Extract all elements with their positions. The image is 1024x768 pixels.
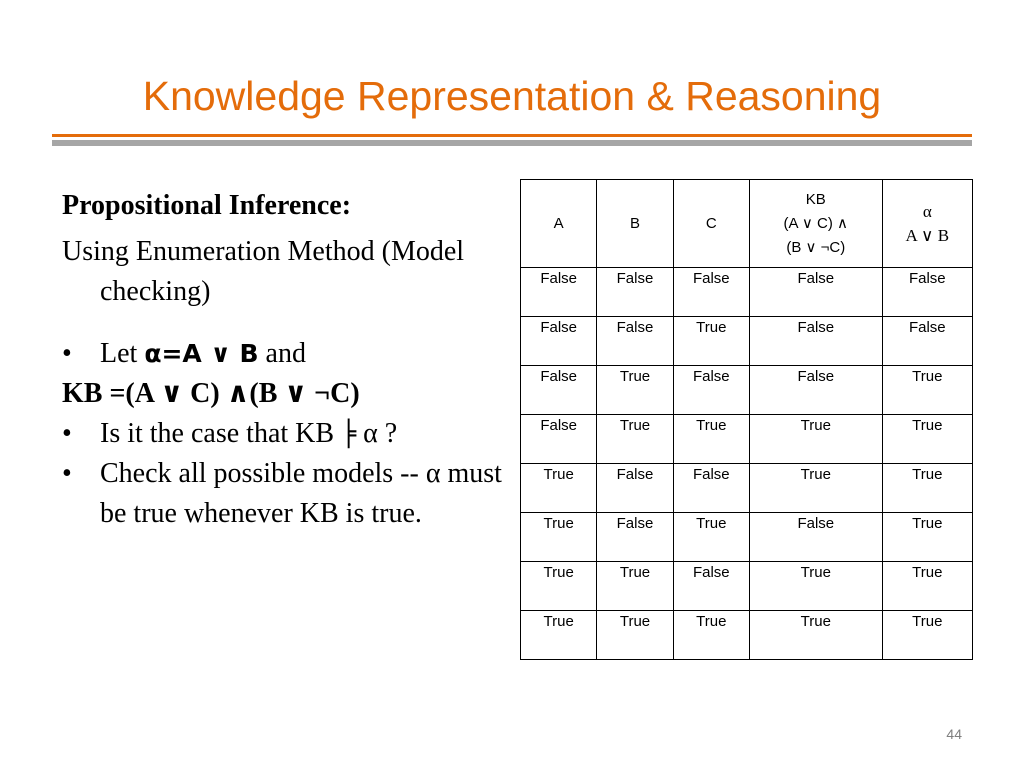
table-row [521,562,973,611]
table-header-row [521,180,973,268]
table-cell: False [597,513,673,562]
bullet-marker: • [62,418,72,449]
table-cell: True [521,513,597,562]
table-cell: False [673,366,749,415]
header-alpha-line1: A ∨ B [905,225,950,245]
check-text: Check all possible models -- α must be true whenever KB is true. [100,458,502,529]
let-word: Let [100,338,138,369]
table-cell: True [749,464,882,513]
spacer [62,312,502,334]
table-cell: False [749,268,882,317]
table-cell: True [673,611,749,660]
header-a: A [521,180,597,268]
slide-title: Knowledge Representation & Reasoning [142,73,882,119]
table-cell: False [882,317,972,366]
table-cell: True [521,562,597,611]
table-cell: False [673,268,749,317]
header-b: B [597,180,673,268]
table-cell: False [597,464,673,513]
table-cell: False [597,317,673,366]
table-cell: False [673,464,749,513]
truth-table [520,179,973,660]
table-cell: True [597,562,673,611]
header-kb-line1: (A ∨ C) ∧ [783,214,849,232]
header-alpha-title: α [922,201,932,221]
entails-icon: ╞ [341,419,357,448]
table-cell: True [882,513,972,562]
bullet-marker: • [62,338,72,369]
bullet-marker: • [62,458,72,489]
table-cell: True [521,464,597,513]
table-cell: True [882,415,972,464]
page-number: 44 [946,726,962,742]
table-cell: True [882,464,972,513]
section-heading: Propositional Inference: [62,190,352,221]
table-body [521,268,973,660]
table-cell: True [749,611,882,660]
question-text: Is it the case that KB [100,418,335,449]
table-cell: False [749,366,882,415]
table-cell: False [521,317,597,366]
alpha-definition: α=A ∨ B [144,339,259,368]
table-cell: False [597,268,673,317]
table-cell: True [882,366,972,415]
table-cell: False [521,268,597,317]
table-cell: True [882,562,972,611]
table-row [521,366,973,415]
bullet-let-alpha [62,334,502,374]
table-row [521,317,973,366]
header-kb [749,180,882,268]
and-word: and [265,338,306,369]
table-row [521,611,973,660]
question-alpha: α ? [363,418,398,449]
table-cell: True [673,317,749,366]
table-cell: True [673,415,749,464]
header-kb-line2: (B ∨ ¬C) [786,238,846,256]
header-kb-title: KB [805,190,826,208]
table-cell: True [597,415,673,464]
bullet-question [62,414,502,454]
table-row [521,415,973,464]
title-divider-orange [52,134,972,137]
table-cell: True [749,562,882,611]
table-row [521,268,973,317]
bullet-check-models [62,454,502,534]
table-cell: True [673,513,749,562]
table-cell: True [749,415,882,464]
left-content [62,186,502,534]
table-cell: False [521,366,597,415]
table-cell: True [521,611,597,660]
table-cell: False [673,562,749,611]
table-cell: False [749,513,882,562]
table-cell: False [521,415,597,464]
table-cell: True [597,366,673,415]
table-cell: False [749,317,882,366]
title-divider-gray [52,140,972,146]
header-c: C [673,180,749,268]
table-cell: True [597,611,673,660]
table-row [521,513,973,562]
table-cell: True [882,611,972,660]
header-alpha [882,180,972,268]
table-row [521,464,973,513]
kb-definition: KB =(A ∨ C) ∧(B ∨ ¬C) [62,378,360,409]
method-description: Using Enumeration Method (Model checking) [62,236,465,307]
table-cell: False [882,268,972,317]
